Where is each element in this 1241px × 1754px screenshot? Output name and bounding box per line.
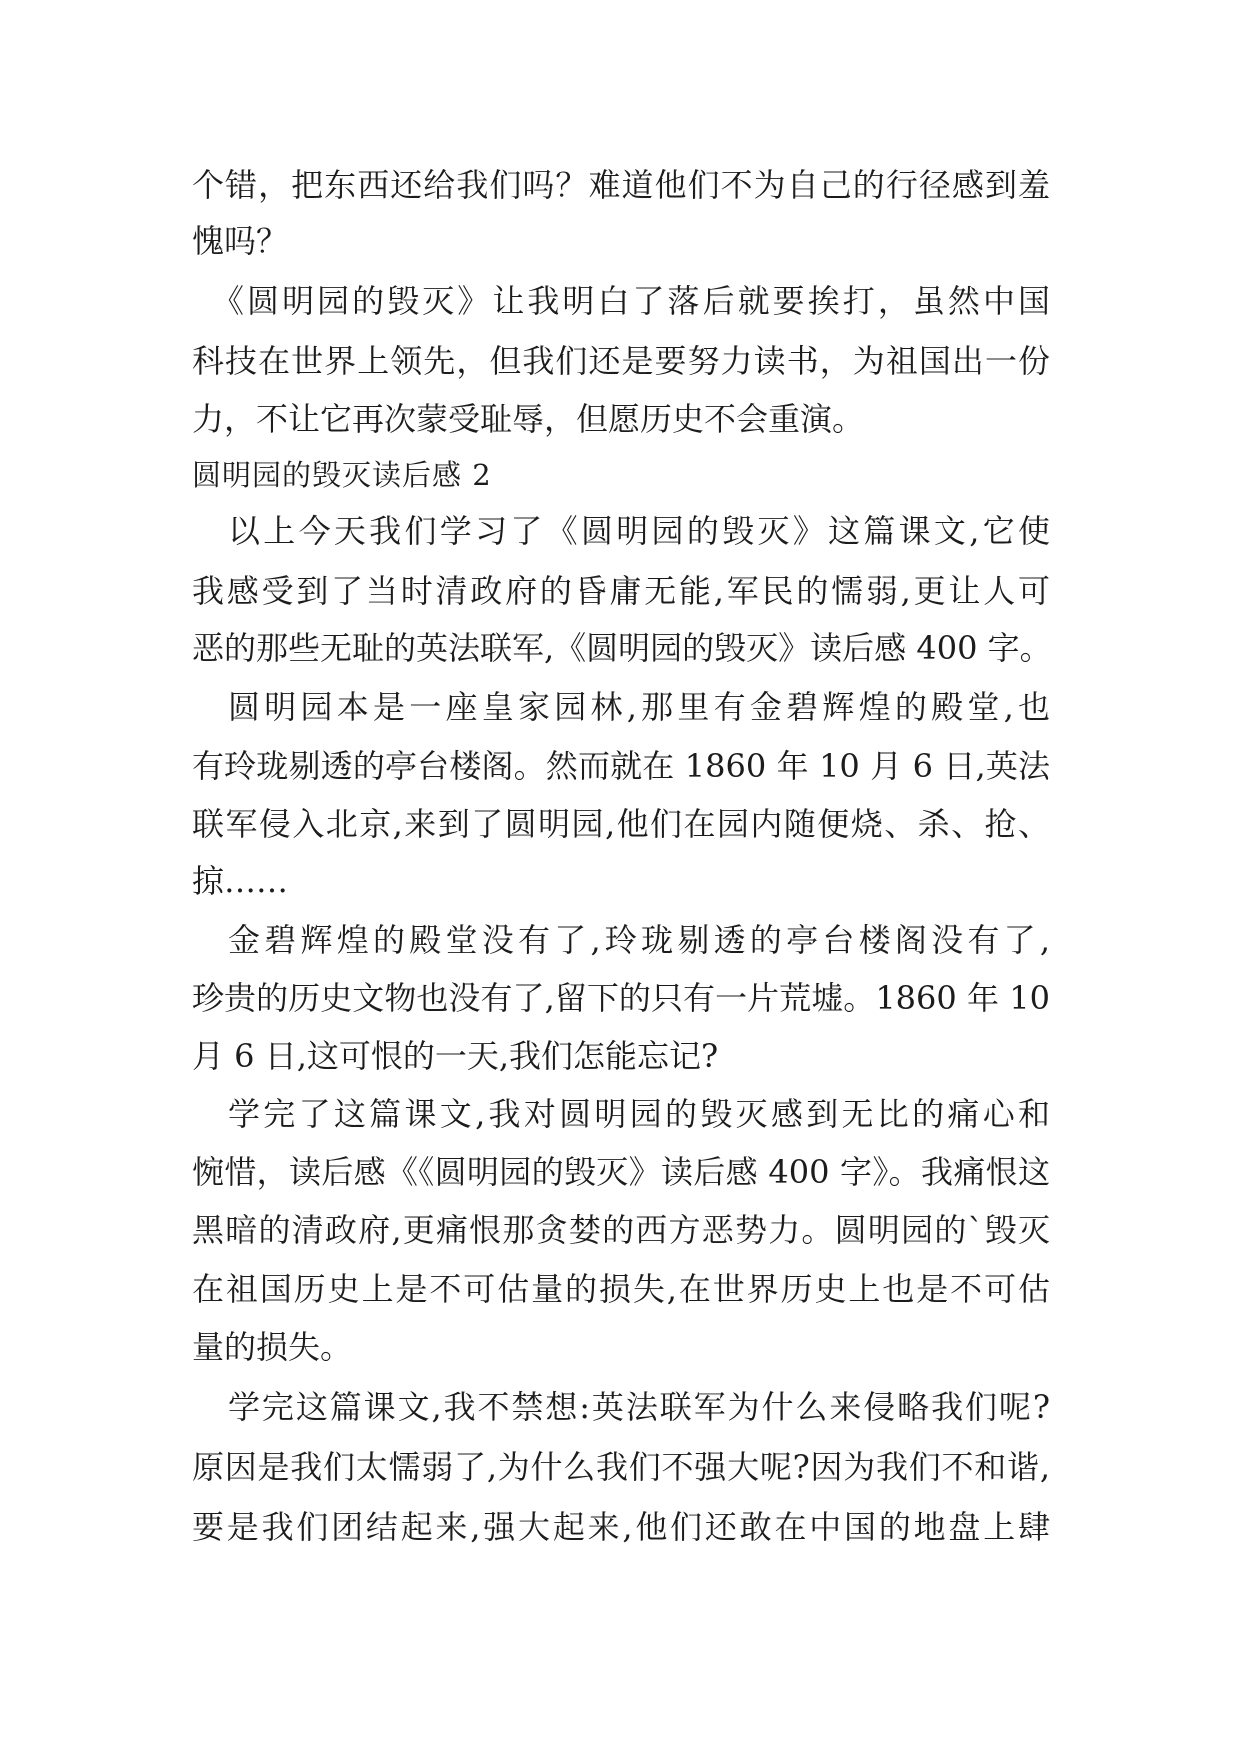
paragraph-first-line: 圆明园本是一座皇家园林,那里有金碧辉煌的殿堂,也	[228, 688, 1050, 726]
text-line: 珍贵的历史文物也没有了,留下的只有一片荒墟。1860 年 10	[192, 979, 1050, 1017]
text-line: 量的损失。	[192, 1328, 353, 1366]
text-line: 个错，把东西还给我们吗？难道他们不为自己的行径感到羞	[192, 166, 1050, 204]
text-line: 要是我们团结起来,强大起来,他们还敢在中国的地盘上肆	[192, 1508, 1050, 1546]
text-line: 愧吗？	[192, 222, 289, 260]
paragraph-first-line: 学完了这篇课文,我对圆明园的毁灭感到无比的痛心和	[228, 1095, 1050, 1133]
text-line: 科技在世界上领先，但我们还是要努力读书，为祖国出一份	[192, 342, 1050, 380]
text-line: 原因是我们太懦弱了,为什么我们不强大呢?因为我们不和谐,	[192, 1448, 1050, 1486]
paragraph-first-line: 《圆明园的毁灭》让我明白了落后就要挨打，虽然中国	[212, 282, 1050, 320]
text-line: 我感受到了当时清政府的昏庸无能,军民的懦弱,更让人可	[192, 572, 1050, 610]
text-line: 黑暗的清政府,更痛恨那贪婪的西方恶势力。圆明园的`毁灭	[192, 1211, 1050, 1249]
text-line: 月 6 日,这可恨的一天,我们怎能忘记?	[192, 1037, 719, 1075]
text-line: 力，不让它再次蒙受耻辱，但愿历史不会重演。	[192, 400, 865, 438]
text-line: 有玲珑剔透的亭台楼阁。然而就在 1860 年 10 月 6 日,英法	[192, 747, 1050, 785]
text-line: 惋惜，读后感《《圆明园的毁灭》读后感 400 字》。我痛恨这	[192, 1153, 1050, 1191]
paragraph-first-line: 以上今天我们学习了《圆明园的毁灭》这篇课文,它使	[228, 512, 1050, 550]
text-line: 联军侵入北京,来到了圆明园,他们在园内随便烧、杀、抢、	[192, 805, 1050, 843]
text-line: 掠……	[192, 862, 289, 900]
text-line: 在祖国历史上是不可估量的损失,在世界历史上也是不可估	[192, 1270, 1050, 1308]
section-heading: 圆明园的毁灭读后感 2	[192, 458, 492, 492]
paragraph-first-line: 金碧辉煌的殿堂没有了,玲珑剔透的亭台楼阁没有了,	[228, 921, 1050, 959]
paragraph-first-line: 学完这篇课文,我不禁想:英法联军为什么来侵略我们呢?	[228, 1388, 1050, 1426]
text-line: 恶的那些无耻的英法联军,《圆明园的毁灭》读后感 400 字。	[192, 629, 1052, 667]
